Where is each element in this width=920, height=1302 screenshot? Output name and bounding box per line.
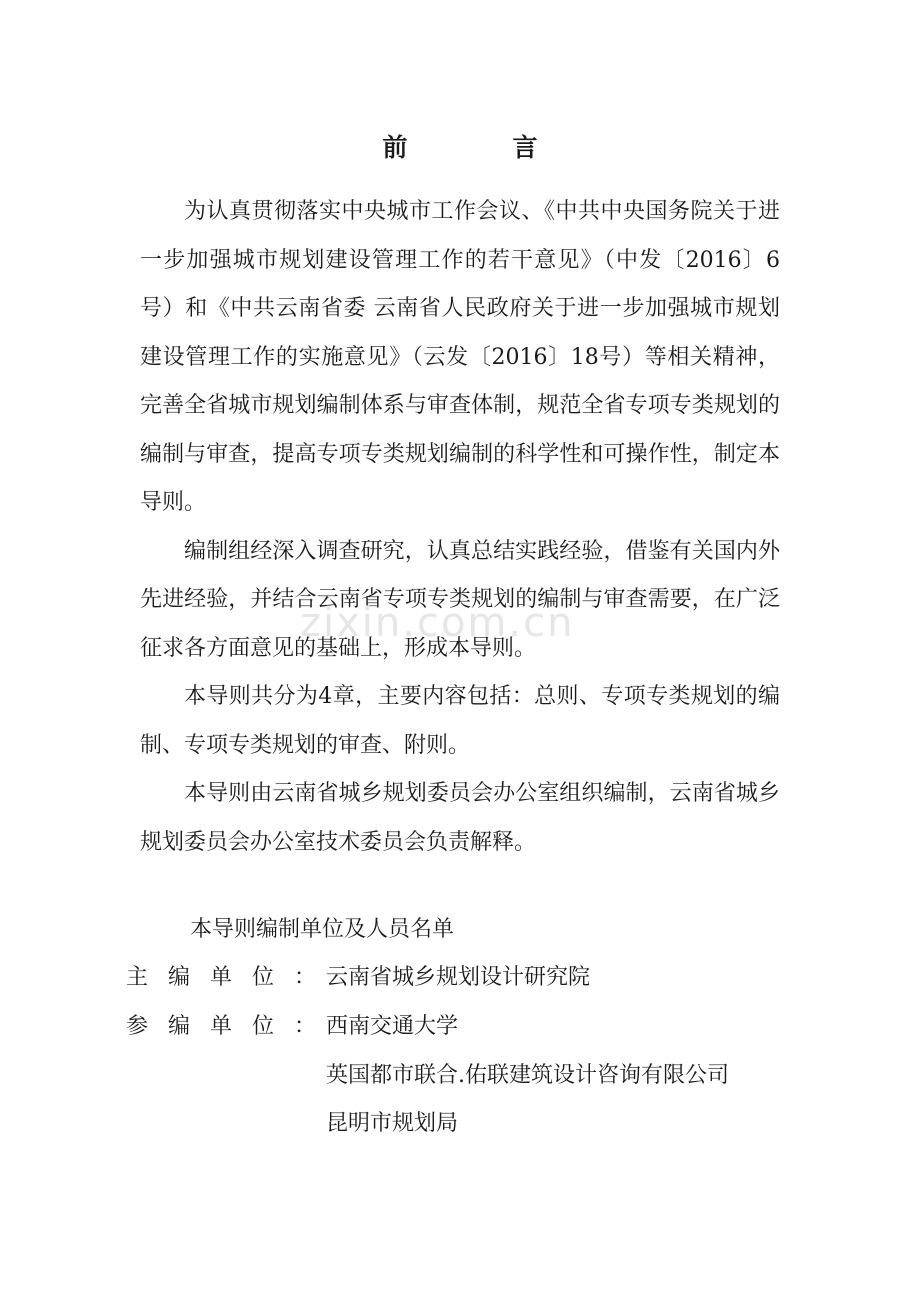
participant-unit-value: 西南交通大学 bbox=[326, 1014, 459, 1039]
label-char: 编 bbox=[167, 965, 190, 990]
label-char: 单 bbox=[209, 965, 232, 990]
label-char: 单 bbox=[209, 1014, 232, 1039]
label-char: 位 bbox=[251, 965, 274, 990]
participant-unit-value: 昆明市规划局 bbox=[326, 1111, 459, 1136]
paragraph-3: 本导则共分为4章，主要内容包括：总则、专项专类规划的编制、专项专类规划的审查、附则。 bbox=[140, 684, 780, 758]
participant-unit-value: 英国都市联合.佑联建筑设计咨询有限公司 bbox=[326, 1063, 729, 1088]
paragraph-1: 为认真贯彻落实中央城市工作会议、《中共中央国务院关于进一步加强城市规划建设管理工作的若干意见》（中发〔2016〕6号）和《中共云南省委 云南省人民政府关于进一步加强城市规划建设管理工作的实施意见》（云发〔2016〕18号）等相关精神，完善全省城市规划编制体系与审查体制，规范全省专项专类规划的编制与审查，提高专项专类规划编制的科学性和可操作性，制定本导则。 bbox=[140, 199, 780, 515]
watermark: zixin.com.cn bbox=[300, 600, 575, 646]
label-char: 参 bbox=[126, 1014, 149, 1039]
label-char: 位 bbox=[251, 1014, 274, 1039]
chief-unit-label bbox=[126, 958, 316, 998]
unit-list-heading: 本导则编制单位及人员名单 bbox=[190, 917, 455, 942]
chief-unit-value: 云南省城乡规划设计研究院 bbox=[326, 965, 591, 990]
participant-unit-label bbox=[126, 1007, 316, 1047]
label-char: 主 bbox=[126, 965, 149, 990]
label-char: ： bbox=[293, 1014, 316, 1039]
foreword-body bbox=[140, 188, 780, 867]
label-char: 编 bbox=[167, 1014, 190, 1039]
page-title: 前 言 bbox=[382, 133, 578, 162]
paragraph-2: 编制组经深入调查研究，认真总结实践经验，借鉴有关国内外先进经验，并结合云南省专项专类规划的编制与审查需要，在广泛征求各方面意见的基础上，形成本导则。 bbox=[140, 538, 780, 661]
paragraph-4: 本导则由云南省城乡规划委员会办公室组织编制，云南省城乡规划委员会办公室技术委员会负责解释。 bbox=[140, 781, 780, 855]
label-char: ： bbox=[293, 965, 316, 990]
